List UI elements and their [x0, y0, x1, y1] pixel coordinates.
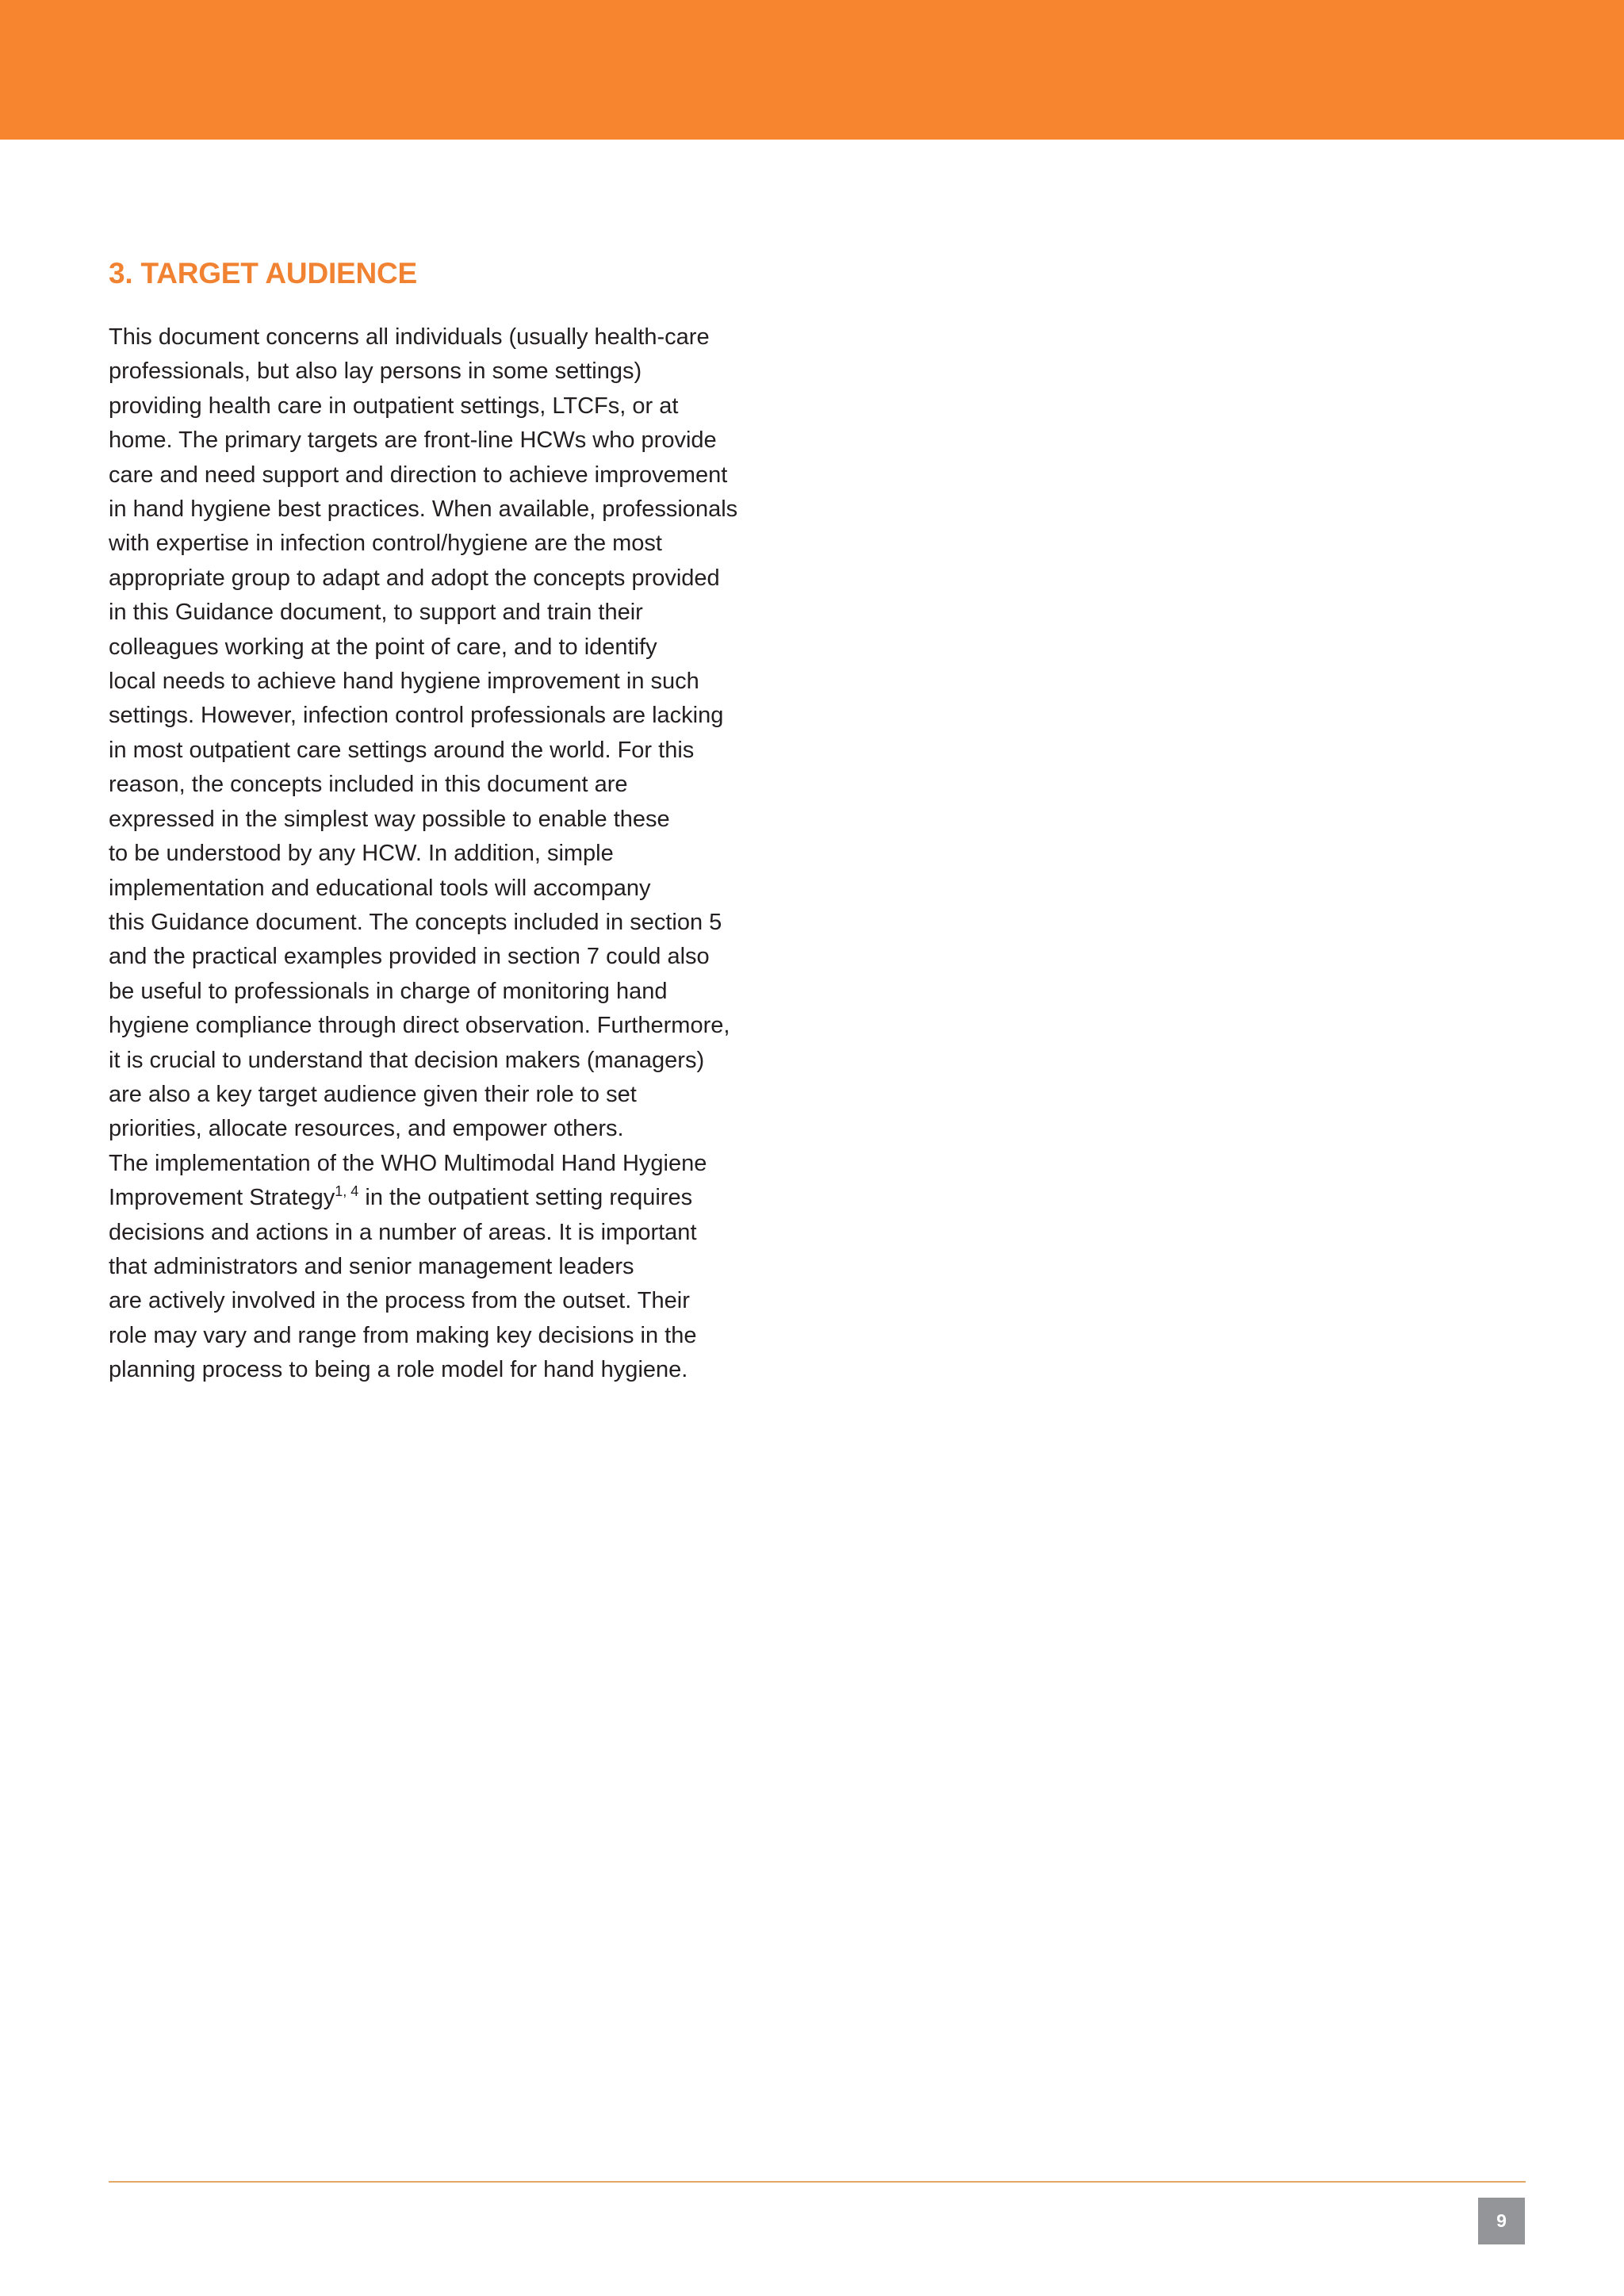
body-line: expressed in the simplest way possible to enable these — [109, 806, 670, 832]
body-line: in hand hygiene best practices. When available, professionals — [109, 496, 738, 523]
body-line: are actively involved in the process from the outset. Their — [109, 1288, 690, 1314]
body-line: reason, the concepts included in this document are — [109, 772, 628, 798]
body-line: decisions and actions in a number of areas. It is important — [109, 1219, 697, 1245]
section-body — [109, 320, 806, 1388]
body-line: The implementation of the WHO Multimodal Hand Hygiene — [109, 1150, 707, 1176]
body-line: local needs to achieve hand hygiene improvement in such — [109, 669, 699, 695]
header-band — [0, 0, 1624, 140]
reference-line — [109, 1181, 806, 1215]
reference-line-text: Improvement Strategy — [109, 1185, 335, 1211]
body-line: settings. However, infection control professionals are lacking — [109, 703, 724, 729]
body-line: are also a key target audience given their role to set — [109, 1081, 637, 1107]
body-line: role may vary and range from making key decisions in the — [109, 1322, 697, 1348]
body-line: to be understood by any HCW. In addition, simple — [109, 841, 614, 867]
body-line: care and need support and direction to achieve improvement — [109, 462, 728, 488]
body-line: with expertise in infection control/hygiene are the most — [109, 531, 662, 557]
body-line: in most outpatient care settings around the world. For this — [109, 737, 695, 763]
body-line: be useful to professionals in charge of monitoring hand — [109, 978, 668, 1004]
body-line: it is crucial to understand that decision makers (managers) — [109, 1047, 705, 1073]
body-line: implementation and educational tools will accompany — [109, 875, 651, 901]
body-line: priorities, allocate resources, and empower others. — [109, 1116, 624, 1142]
footer-divider — [109, 2181, 1526, 2183]
body-line: professionals, but also lay persons in some settings) — [109, 358, 642, 385]
body-line: colleagues working at the point of care, and to identify — [109, 634, 657, 660]
reference-line-continuation: in the outpatient setting requires — [358, 1185, 693, 1211]
body-line: planning process to being a role model for hand hygiene. — [109, 1357, 688, 1383]
body-line: home. The primary targets are front-line HCWs who provide — [109, 427, 717, 454]
body-line: providing health care in outpatient settings, LTCFs, or at — [109, 393, 679, 419]
page-number: 9 — [1478, 2198, 1525, 2244]
section-target-audience — [109, 252, 806, 1388]
citation-superscript: 1, 4 — [335, 1183, 359, 1200]
body-line: This document concerns all individuals (usually health-care — [109, 324, 710, 350]
body-line: and the practical examples provided in section 7 could also — [109, 944, 710, 970]
section-heading: 3. TARGET AUDIENCE — [109, 257, 418, 289]
body-line: that administrators and senior management leaders — [109, 1253, 634, 1279]
body-line: this Guidance document. The concepts included in section 5 — [109, 909, 722, 935]
body-line: in this Guidance document, to support and train their — [109, 600, 643, 626]
body-line: hygiene compliance through direct observation. Furthermore, — [109, 1013, 730, 1039]
body-line: appropriate group to adapt and adopt the concepts provided — [109, 565, 720, 591]
